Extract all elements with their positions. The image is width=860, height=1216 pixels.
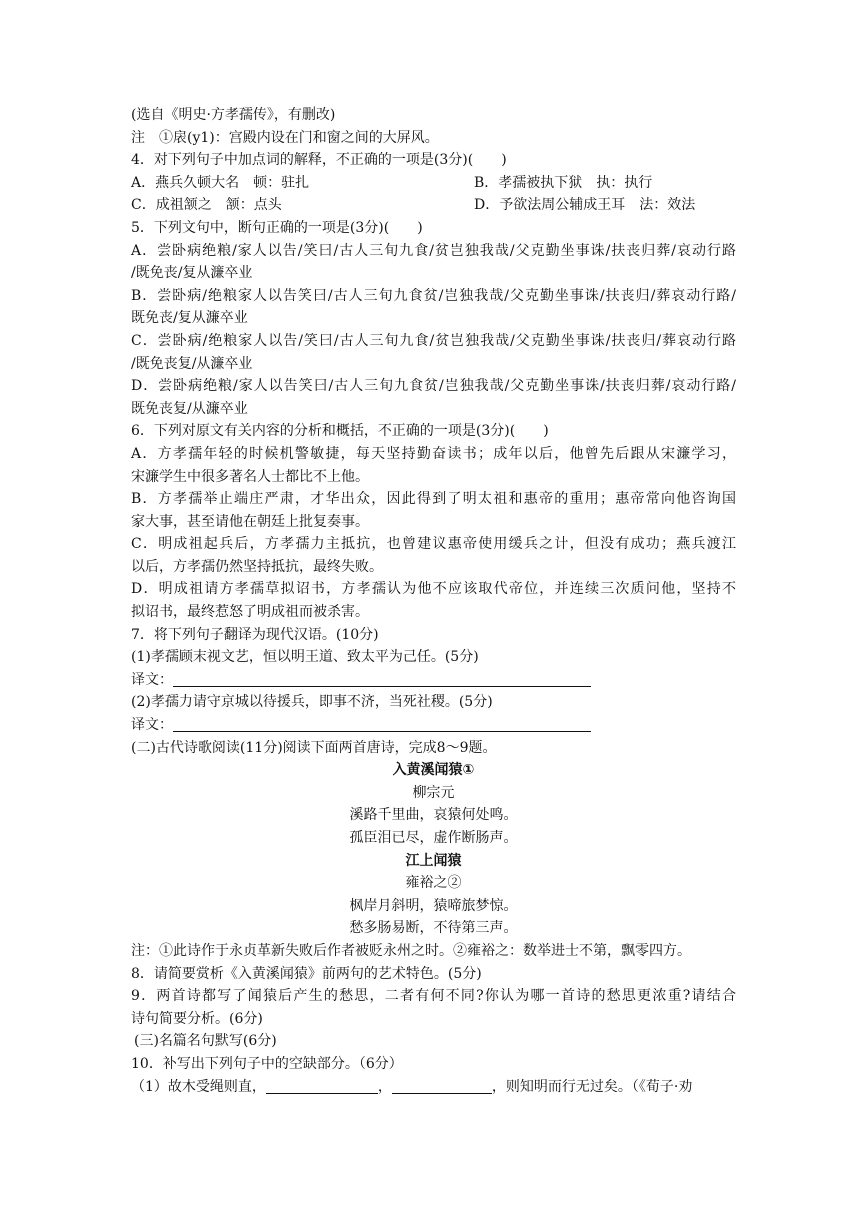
poem1-line1: 溪路千里曲，哀猿何处鸣。 xyxy=(349,807,518,824)
q9-stem-line1: 9．两首诗都写了闻猿后产生的愁思，二者有何不同?你认为哪一首诗的愁思更浓重?请结合 xyxy=(131,988,736,1005)
q5-option-c-line2: /既免丧复/从濂卒业 xyxy=(131,355,253,372)
translation-label: 译文： xyxy=(131,717,173,734)
q7-answer-1 xyxy=(131,669,736,692)
q4-option-b: B．孝孺被执下狱 执：执行 xyxy=(474,174,653,191)
q6-option-b-line2: 家大事，甚至请他在朝廷上批复奏事。 xyxy=(131,513,369,530)
q6-stem: 6．下列对原文有关内容的分析和概括，不正确的一项是(3分)( ) xyxy=(131,423,549,440)
poem2-line2: 愁多肠易断，不待第三声。 xyxy=(349,920,518,937)
answer-blank[interactable] xyxy=(173,671,591,687)
q7-sentence-1: (1)孝孺顾末视文艺，恒以明王道、致太平为己任。(5分) xyxy=(131,649,479,666)
annotation-note: 注 ①扆(y1)：宫殿内设在门和窗之间的大屏风。 xyxy=(131,129,439,146)
q7-sentence-2: (2)孝孺力请守京城以待援兵，即事不济，当死社稷。(5分) xyxy=(131,694,493,711)
poem2-author: 雍裕之② xyxy=(405,875,462,892)
q5-option-a-line1: A．尝卧病绝粮/家人以告/笑曰/古人三旬九食/贫岂独我哉/父克勤坐事诛/扶丧归葬/哀动行路 xyxy=(131,242,736,259)
q6-option-c-line1: C．明成祖起兵后，方孝孺力主抵抗，也曾建议惠帝使用缓兵之计，但没有成功；燕兵渡江 xyxy=(131,536,736,553)
poem2-line1: 枫岸月斜明，猿啼旅梦惊。 xyxy=(349,897,518,914)
q5-option-c-line1: C．尝卧病/绝粮家人以告/笑曰/古人三旬九食/贫岂独我哉/父克勤坐事诛/扶丧归/葬哀动行路 xyxy=(131,332,736,349)
q6-option-a-line1: A．方孝孺年轻的时候机警敏捷，每天坚持勤奋读书；成年以后，他曾先后跟从宋濂学习， xyxy=(131,445,736,462)
poem1-line2: 孤臣泪已尽，虚作断肠声。 xyxy=(349,830,518,846)
q5-option-b-line1: B．尝卧病/绝粮家人以告笑曰/古人三旬九食贫/岂独我哉/父克勤坐事诛/扶丧归/葬哀动行路/ xyxy=(131,287,736,304)
q4-stem: 4．对下列句子中加点词的解释，不正确的一项是(3分)( ) xyxy=(131,152,507,169)
q5-option-b-line2: 既免丧/复从濂卒业 xyxy=(131,310,248,327)
answer-blank[interactable] xyxy=(173,716,591,732)
poem1-author: 柳宗元 xyxy=(412,784,455,801)
answer-blank[interactable] xyxy=(266,1078,378,1094)
poem-note: 注：①此诗作于永贞革新失败后作者被贬永州之时。②雍裕之：数举进士不第，飘零四方。 xyxy=(131,942,691,959)
q6-option-d-line1: D．明成祖请方孝孺草拟诏书，方孝孺认为他不应该取代帝位，并连续三次质问他，坚持不 xyxy=(131,581,736,598)
q4-options-row1 xyxy=(131,172,736,195)
answer-blank[interactable] xyxy=(392,1078,492,1094)
q6-option-d-line2: 拟诏书，最终惹怒了明成祖而被杀害。 xyxy=(131,604,369,621)
translation-label: 译文： xyxy=(131,671,173,688)
q4-option-d: D．予欲法周公辅成王耳 法：效法 xyxy=(474,197,696,214)
q5-option-d-line1: D．尝卧病绝粮/家人以告笑曰/古人三旬九食贫/岂独我哉/父克勤坐事诛/扶丧归葬/哀动行路/ xyxy=(131,378,736,395)
section-recitation-heading: (三)名篇名句默写(6分) xyxy=(134,1033,277,1050)
q10-item-1-suffix: ，则知明而行无过矣。（《荀子·劝 xyxy=(491,1078,693,1095)
q8-stem: 8．请简要赏析《入黄溪闻猿》前两句的艺术特色。(5分) xyxy=(131,965,482,982)
q5-option-d-line2: 既免丧复/从濂卒业 xyxy=(131,400,248,417)
q9-stem-line2: 诗句简要分析。(6分) xyxy=(131,1010,263,1027)
q4-option-c: C．成祖颔之 颔：点头 xyxy=(131,197,282,214)
q6-option-b-line1: B．方孝孺举止端庄严肃，才华出众，因此得到了明太祖和惠帝的重用；惠帝常向他咨询国 xyxy=(131,491,736,508)
q4-options-row2 xyxy=(131,194,736,217)
document-page xyxy=(131,104,736,1098)
q10-item-1 xyxy=(131,1076,736,1099)
poem2-title: 江上闻猿 xyxy=(405,852,462,869)
q4-option-a: A．燕兵久顿大名 顿：驻扎 xyxy=(131,174,310,191)
q5-stem: 5．下列文句中，断句正确的一项是(3分)( ) xyxy=(131,219,423,236)
q10-item-1-prefix: （1）故木受绳则直， xyxy=(131,1078,266,1095)
source-citation: (选自《明史·方孝孺传》，有删改) xyxy=(131,107,336,123)
q7-stem: 7．将下列句子翻译为现代汉语。(10分) xyxy=(131,626,379,643)
q7-answer-2 xyxy=(131,714,736,737)
section-poetry-heading: (二)古代诗歌阅读(11分)阅读下面两首唐诗，完成8～9题。 xyxy=(131,739,497,756)
poem1-title: 入黄溪闻猿① xyxy=(392,762,475,779)
q10-stem: 10．补写出下列句子中的空缺部分。（6分） xyxy=(131,1055,403,1072)
q6-option-a-line2: 宋濂学生中很多著名人士都比不上他。 xyxy=(131,468,369,485)
q5-option-a-line2: /既免丧/复从濂卒业 xyxy=(131,265,253,282)
q10-item-1-separator: ， xyxy=(377,1078,392,1095)
q6-option-c-line2: 以后，方孝孺仍然坚持抵抗，最终失败。 xyxy=(131,558,383,575)
